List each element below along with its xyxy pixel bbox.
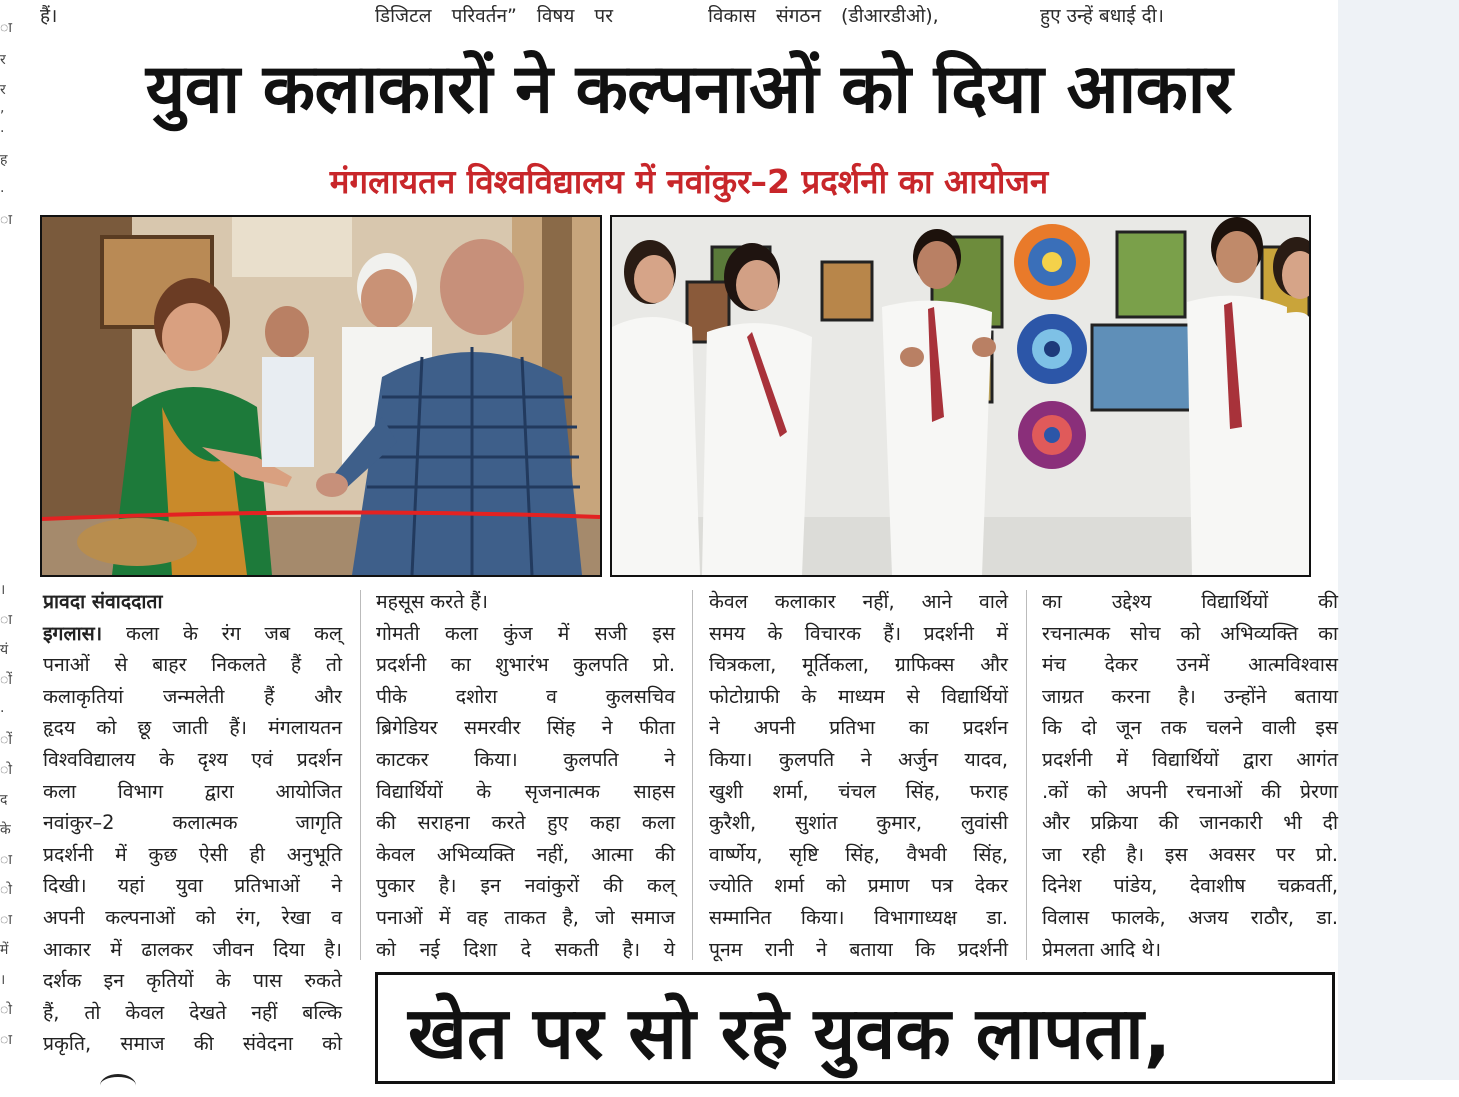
edge-char: ।	[0, 972, 6, 988]
paragraph-line: नवांकुर–2 कलात्मक जागृति	[43, 811, 342, 835]
paragraph-line: प्रदर्शनी में कुछ ऐसी ही अनुभूति	[43, 842, 342, 866]
paragraph-line: कलाकृतियां जन्मलेती हैं और	[43, 684, 342, 708]
edge-char: के	[0, 822, 11, 838]
paragraph-line: पुकार है। इन नवांकुरों की कल्	[376, 874, 675, 898]
paragraph-line: हैं, तो केवल देखते नहीं बल्कि	[43, 1000, 342, 1024]
edge-char: ो	[0, 1002, 12, 1018]
edge-char: ा	[0, 852, 12, 868]
top-fragment: हैं।	[40, 5, 58, 27]
paragraph-line: पनाओं से बाहर निकलते हैं तो	[43, 653, 342, 677]
edge-char: ा	[0, 912, 12, 928]
edge-char: ह	[0, 152, 8, 168]
edge-char: .	[0, 180, 5, 196]
edge-char: ।	[0, 582, 6, 598]
paragraph-line: केवल अभिव्यक्ति नहीं, आत्मा की	[376, 842, 675, 866]
paragraph-line: दिखी। यहां युवा प्रतिभाओं ने	[43, 874, 342, 898]
paragraph-line: काटकर किया। कुलपति ने	[376, 747, 675, 771]
paragraph-line: महसूस करते हैं।	[376, 590, 488, 613]
article-headline: युवा कलाकारों ने कल्पनाओं को दिया आकार	[145, 50, 1233, 129]
dateline: इगलास।	[43, 621, 103, 645]
paragraph-line: खुशी शर्मा, चंचल सिंह, फराह	[709, 779, 1008, 803]
paragraph-line: को नई दिशा दे सकती है। ये	[376, 937, 675, 961]
photo-students-exhibition	[610, 215, 1311, 577]
article-column-4	[1042, 586, 1338, 965]
edge-char: ा	[0, 20, 12, 36]
edge-char: ों	[0, 732, 12, 748]
paragraph-line: प्रेमलता आदि थे।	[1042, 937, 1162, 961]
edge-char: ा	[0, 612, 12, 628]
article-column-3	[709, 586, 1008, 965]
paragraph-line: गोमती कला कुंज में सजी इस	[376, 621, 675, 645]
paragraph-line: विलास फालके, अजय राठौर, डा.	[1042, 905, 1338, 929]
paragraph-line: मंच देकर उनमें आत्मविश्वास	[1042, 653, 1338, 677]
paragraph-line: अपनी कल्पनाओं को रंग, रेखा व	[43, 905, 342, 929]
paragraph-line: ने अपनी प्रतिभा का प्रदर्शन	[709, 716, 1008, 740]
edge-char: ों	[0, 672, 12, 688]
paragraph-line: और प्रक्रिया की जानकारी भी दी	[1042, 811, 1338, 835]
paragraph-line: .कों को अपनी रचनाओं की प्रेरणा	[1042, 779, 1338, 803]
paragraph-line: किया। कुलपति ने अर्जुन यादव,	[709, 747, 1008, 771]
paragraph-line: ब्रिगेडियर समरवीर सिंह ने फीता	[376, 716, 675, 740]
edge-char: में	[0, 942, 9, 958]
article-subheadline: मंगलायतन विश्वविद्यालय में नवांकुर–2 प्रदर्शनी का आयोजन	[329, 162, 1049, 201]
edge-char: र	[0, 52, 6, 68]
left-column-edge	[0, 0, 14, 1080]
paragraph-line: प्रदर्शनी का शुभारंभ कुलपति प्रो.	[376, 653, 675, 677]
top-fragment: डिजिटल परिवर्तन” विषय पर	[375, 5, 613, 27]
edge-char: ,	[0, 100, 5, 116]
paragraph-line	[43, 618, 342, 650]
top-fragment: विकास संगठन (डीआरडीओ),	[708, 5, 939, 27]
paragraph-line: दर्शक इन कृतियों के पास रुकते	[43, 969, 342, 993]
paragraph-line: हृदय को छू जाती हैं। मंगलायतन	[43, 716, 342, 740]
paragraph-line: वार्ष्णेय, सृष्टि सिंह, वैभवी सिंह,	[709, 842, 1008, 866]
paragraph-line: कि दो जून तक चलने वाली इस	[1042, 716, 1338, 740]
paragraph-line: विद्यार्थियों के सृजनात्मक साहस	[376, 779, 675, 803]
edge-char: ो	[0, 762, 12, 778]
paragraph-line: समय के विचारक हैं। प्रदर्शनी में	[709, 621, 1008, 645]
paragraph-line: पीके दशोरा व कुलसचिव	[376, 684, 675, 708]
cropped-glyph	[100, 1074, 136, 1097]
byline: प्रावदा संवाददाता	[43, 590, 163, 613]
edge-char: यं	[0, 642, 9, 658]
paragraph-block	[43, 649, 342, 1060]
edge-char: ो	[0, 882, 12, 898]
paragraph-line: रचनात्मक सोच को अभिव्यक्ति का	[1042, 621, 1338, 645]
paragraph-line: जाग्रत करना है। उन्होंने बताया	[1042, 684, 1338, 708]
paragraph-line: की सराहना करते हुए कहा कला	[376, 811, 675, 835]
page-margin	[1338, 0, 1459, 1080]
next-article-box	[375, 972, 1335, 1084]
paragraph-line: प्रदर्शनी में विद्यार्थियों द्वारा आगंत	[1042, 747, 1338, 771]
paragraph-line: केवल कलाकार नहीं, आने वाले	[709, 590, 1008, 613]
paragraph-line: दिनेश पांडेय, देवाशीष चक्रवर्ती,	[1042, 874, 1338, 898]
next-article-headline: खेत पर सो रहे युवक लापता,	[408, 991, 1172, 1075]
edge-char: .	[0, 120, 5, 136]
edge-char: द	[0, 792, 8, 808]
paragraph-line: चित्रकला, मूर्तिकला, ग्राफिक्स और	[709, 653, 1008, 677]
paragraph-line: पनाओं में वह ताकत है, जो समाज	[376, 905, 675, 929]
edge-char: र	[0, 82, 6, 98]
paragraph-line: सम्मानित किया। विभागाध्यक्ष डा.	[709, 905, 1008, 929]
edge-char: ा	[0, 212, 12, 228]
paragraph-line: पूनम रानी ने बताया कि प्रदर्शनी	[709, 937, 1008, 961]
paragraph-line: फोटोग्राफी के माध्यम से विद्यार्थियों	[709, 684, 1008, 708]
edge-char: ा	[0, 1032, 12, 1048]
top-fragment: हुए उन्हें बधाई दी।	[1040, 5, 1164, 27]
column-divider	[692, 590, 693, 960]
paragraph-line: विश्वविद्यालय के दृश्य एवं प्रदर्शन	[43, 747, 342, 771]
column-divider	[1026, 590, 1027, 960]
column-divider	[360, 590, 361, 960]
paragraph-line: जा रही है। इस अवसर पर प्रो.	[1042, 842, 1338, 866]
paragraph-text: कला के रंग जब कल्	[126, 621, 342, 645]
paragraph-line: कला विभाग द्वारा आयोजित	[43, 779, 342, 803]
paragraph-line: ज्योति शर्मा को प्रमाण पत्र देकर	[709, 874, 1008, 898]
article-column-2	[376, 586, 675, 965]
photo-ribbon-cutting	[40, 215, 602, 577]
edge-char: .	[0, 700, 5, 716]
paragraph-line: प्रकृति, समाज की संवेदना को	[43, 1032, 342, 1056]
paragraph-line: कुरैशी, सुशांत कुमार, लुवांसी	[709, 811, 1008, 835]
paragraph-line: आकार में ढालकर जीवन दिया है।	[43, 937, 342, 961]
paragraph-line: का उद्देश्य विद्यार्थियों की	[1042, 590, 1338, 613]
article-column-1	[43, 586, 342, 1060]
